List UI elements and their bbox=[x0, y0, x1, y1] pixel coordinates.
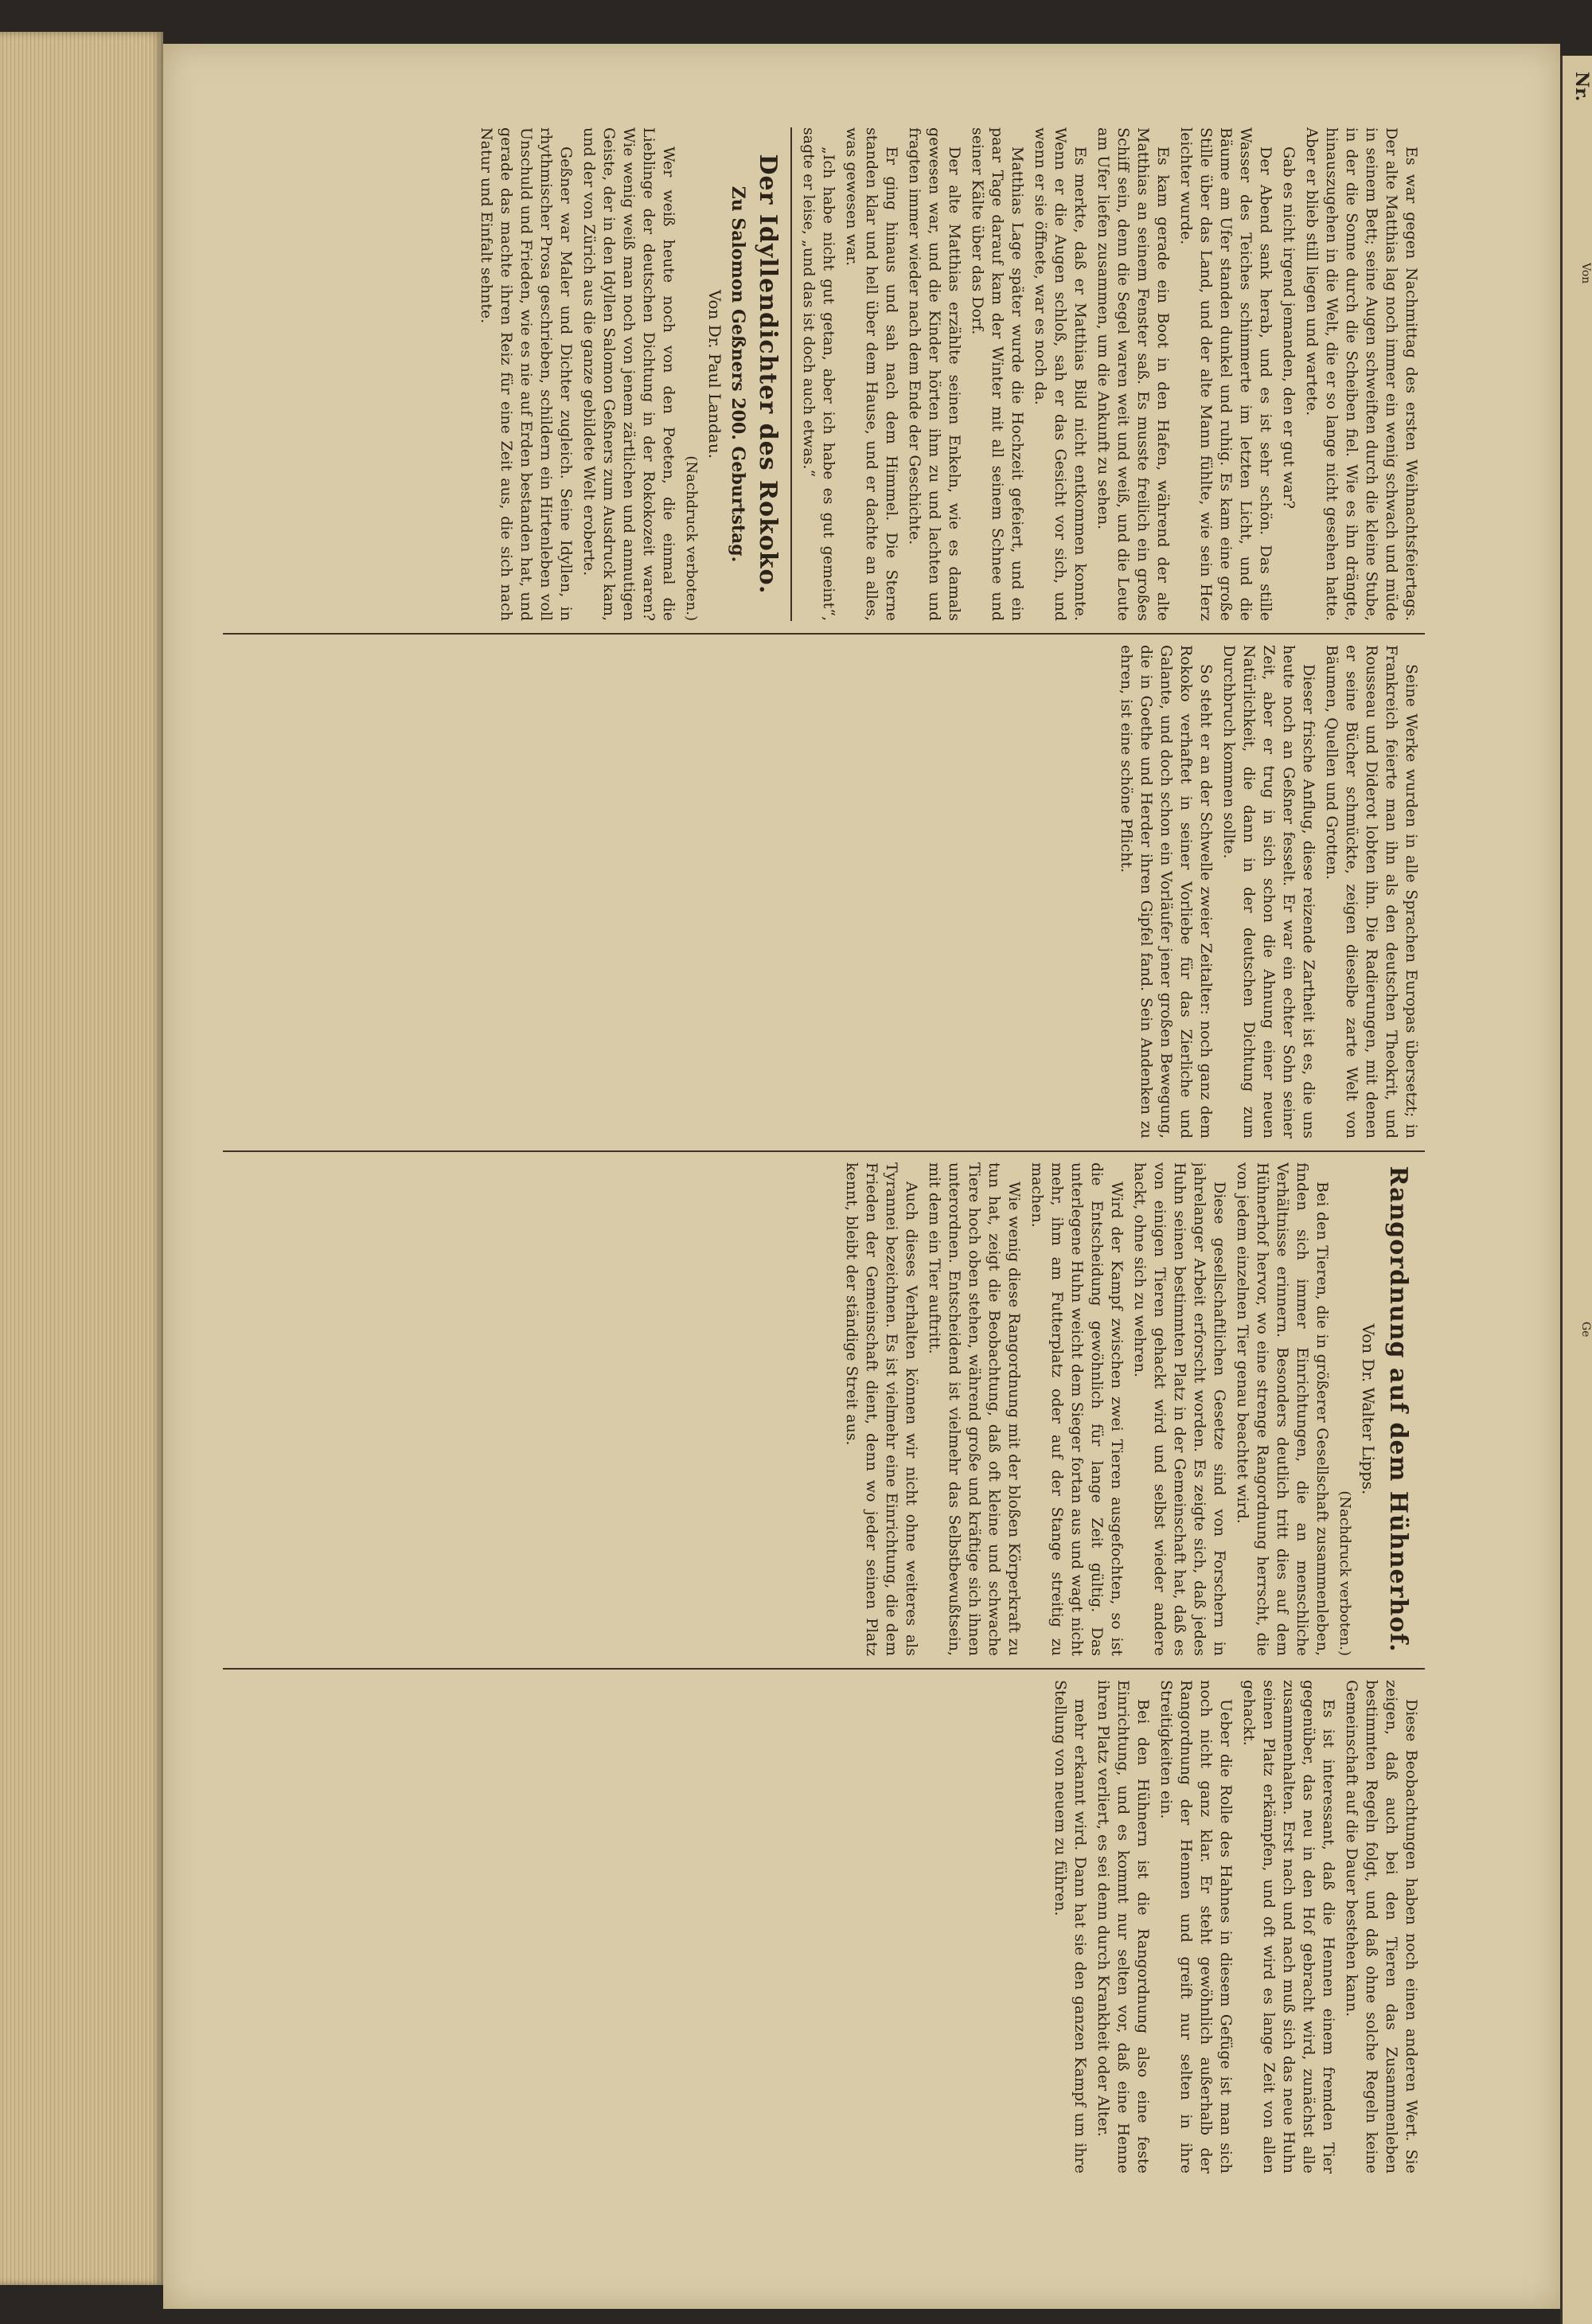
column-4 bbox=[227, 1680, 1421, 2174]
paragraph: Auch dieses Verhalten können wir nicht ohne weiteres als Tyrannei bezeichnen. Es ist vielmehr eine Einrichtung, die dem Frieden der Gemeinschaft dient, denn wo jeder seinen Platz kennt, bleibt der ständige Streit aus. bbox=[843, 1162, 920, 1656]
column-2 bbox=[227, 645, 1421, 1139]
paragraph: Seine Werke wurden in alle Sprachen Europas übersetzt; in Frankreich feierte man ihn als den deutschen Theokrit, und Rousseau und Diderot lobten ihn. Die Radierungen, mit denen er seine Bücher schmückte, zeigen dieselbe zarte Welt von Bäumen, Quellen und Grotten. bbox=[1323, 645, 1420, 1139]
paragraph: Bei den Hühnern ist die Rangordnung also eine feste Einrichtung, und es kommt nur selten vor, daß eine Henne ihren Platz verliert, es sei denn durch Krankheit oder Alter. bbox=[1094, 1680, 1152, 2174]
paragraph: Es kam gerade ein Boot in den Hafen, während der alte Matthias an seinem Fenster saß. Es musste freilich ein großes Schiff sein, denn die Segel waren weit und weiß, und die Leute am Ufer liefen zusammen, um die Ankunft zu sehen. bbox=[1094, 127, 1172, 621]
article-title-rangordnung: Rangordnung auf dem Hühnerhof. bbox=[1384, 1166, 1412, 1653]
book-fore-edge bbox=[0, 32, 163, 2285]
facing-page-fragment-a: Von bbox=[1579, 263, 1592, 284]
paragraph: Der Abend sank herab, und es ist sehr schön. Das stille Wasser des Teiches schimmerte im letzten Licht, und die Bäume am Ufer standen dunkel und ruhig. Es kam eine große Stille über das Land, und der alte Mann fühlte, wie sein Herz leichter wurde. bbox=[1177, 127, 1274, 621]
paragraph: Wer weiß heute noch von den Poeten, die einmal die Lieblinge der deutschen Dichtung in der Rokokozeit waren? Wie wenig weiß man noch von jenem zärtlichen und anmutigen Geiste, der in den Idyllen Salomon Geßners zum Ausdruck kam, und der von Zürich aus die ganze gebildete Welt eroberte. bbox=[580, 127, 677, 621]
facing-page-header: Nr. bbox=[1571, 72, 1592, 102]
paragraph: Wie wenig diese Rangordnung mit der bloßen Körperkraft zu tun hat, zeigt die Beobachtung, daß oft kleine und schwache Tiere hoch oben stehen, während große und kräftige sich ihnen unterordnen. Entscheidend ist vielmehr das Selbstbewußtsein, mit dem ein Tier auftritt. bbox=[926, 1162, 1023, 1656]
rotated-page-content bbox=[195, 119, 1437, 2221]
paragraph: Ueber die Rolle des Hahnes in diesem Gefüge ist man sich noch nicht ganz klar. Er steht gewöhnlich außerhalb der Rangordnung der Hennen und greift nur selten in ihre Streitigkeiten ein. bbox=[1157, 1680, 1235, 2174]
column-rule bbox=[223, 1150, 1425, 1152]
section-divider bbox=[790, 127, 792, 621]
article-author: Von Dr. Paul Landau. bbox=[705, 289, 724, 459]
paragraph: Diese gesellschaftlichen Gesetze sind von Forschern in jahrelanger Arbeit erforscht worden. Es zeigte sich, daß jedes Huhn seinen bestimmten Platz in der Gemeinschaft hat, daß es von einigen Tieren gehackt wird und selbst wieder andere hackt, ohne sich zu wehren. bbox=[1131, 1162, 1228, 1656]
reprint-note: (Nachdruck verboten.) bbox=[1336, 1490, 1353, 1656]
paragraph: Es merkte, daß er Matthias Bild nicht entkommen konnte. Wenn er die Augen schloß, sah er das Gesicht vor sich, und wenn er sie öffnete, war es noch da. bbox=[1032, 127, 1089, 621]
paragraph: mehr erkannt wird. Dann hat sie den ganzen Kampf um ihre Stellung von neuem zu führen. bbox=[1052, 1680, 1089, 2174]
facing-page-fragment-b: Ge bbox=[1579, 1322, 1592, 1338]
column-1 bbox=[227, 127, 1421, 621]
paragraph: Er ging hinaus und sah nach dem Himmel. Die Sterne standen klar und hell über dem Hause, und er dachte an alles, was gewesen war. bbox=[843, 127, 900, 621]
paragraph: Der alte Matthias erzählte seinen Enkeln, wie es damals gewesen war, und die Kinder hörten ihm zu und lachten und fragten immer wieder nach dem Ende der Geschichte. bbox=[906, 127, 963, 621]
paragraph: Geßner war Maler und Dichter zugleich. Seine Idyllen, in rhythmischer Prosa geschrieben, schildern ein Hirtenleben voll Unschuld und Frieden, wie es nie auf Erden bestanden hat, und gerade das machte ihren Reiz für eine Zeit aus, die sich nach Natur und Einfalt sehnte. bbox=[478, 127, 575, 621]
article-subtitle: Zu Salomon Geßners 200. Geburtstag. bbox=[728, 186, 748, 563]
paragraph: Wird der Kampf zwischen zwei Tieren ausgefochten, so ist die Entscheidung gewöhnlich für lange Zeit gültig. Das unterlegene Huhn weicht dem Sieger fortan aus und wagt nicht mehr, ihm am Futterplatz oder auf der Stange streitig zu machen. bbox=[1028, 1162, 1126, 1656]
paragraph: Matthias Lage später wurde die Hochzeit gefeiert, und ein paar Tage darauf kam der Winter mit all seinem Schnee und seiner Kälte über das Dorf. bbox=[969, 127, 1026, 621]
paragraph: Dieser frische Anflug, diese reizende Zartheit ist es, die uns heute noch an Geßner fesselt. Er war ein echter Sohn seiner Zeit, aber er trug in sich schon die Ahnung einer neuen Natürlichkeit, die dann in der deutschen Dichtung zum Durchbruch kommen sollte. bbox=[1220, 645, 1317, 1139]
article-author: Von Dr. Walter Lipps. bbox=[1359, 1323, 1378, 1495]
column-3 bbox=[227, 1162, 1421, 1656]
reprint-note: (Nachdruck verboten.) bbox=[683, 455, 700, 621]
paragraph: So steht er an der Schwelle zweier Zeitalter: noch ganz dem Rokoko verhaftet in seiner Vorliebe für das Zierliche und Galante, und doch schon ein Vorläufer jener großen Bewegung, die in Goethe und Herder ihren Gipfel fand. Sein Andenken zu ehren, ist eine schöne Pflicht. bbox=[1118, 645, 1215, 1139]
paragraph: Es ist interessant, daß die Hennen einem fremden Tier gegenüber, das neu in den Hof gebracht wird, zunächst alle zusammenhalten. Erst nach und nach muß sich das neue Huhn seinen Platz erkämpfen, und oft wird es lange Zeit von allen gehackt. bbox=[1240, 1680, 1337, 2174]
column-rule bbox=[223, 633, 1425, 635]
paragraph: Diese Beobachtungen haben noch einen anderen Wert. Sie zeigen, daß auch bei den Tieren das Zusammenleben bestimmten Regeln folgt, und daß ohne solche Regeln keine Gemeinschaft auf die Dauer bestehen kann. bbox=[1343, 1680, 1420, 2174]
paragraph: Es war gegen Nachmittag des ersten Weihnachtsfeiertags. Der alte Matthias lag noch immer ein wenig schwach und müde in seinem Bett; seine Augen schweiften durch die kleine Stube, in der die Sonne durch die Scheiben fiel. Wie es ihn drängte, hinauszugehen in die Welt, die er so lange nicht gesehen hatte. Aber er blieb still liegen und wartete. bbox=[1303, 127, 1420, 621]
column-rule bbox=[223, 1668, 1425, 1670]
facing-page-edge bbox=[1560, 56, 1592, 2324]
paragraph: Bei den Tieren, die in größerer Gesellschaft zusammenleben, finden sich immer Einrichtungen, die an menschliche Verhältnisse erinnern. Besonders deutlich tritt dies auf dem Hühnerhof hervor, wo eine strenge Rangordnung herrscht, die von jedem einzelnen Tier genau beachtet wird. bbox=[1234, 1162, 1331, 1656]
paragraph: Gab es nicht irgend jemanden, den er gut war? bbox=[1280, 146, 1297, 510]
paragraph: „Ich habe nicht gut getan, aber ich habe es gut gemeint“, sagte er leise, „und das ist doch auch etwas.“ bbox=[800, 127, 837, 621]
article-title-idyllendichter: Der Idyllendichter des Rokoko. bbox=[754, 154, 782, 595]
